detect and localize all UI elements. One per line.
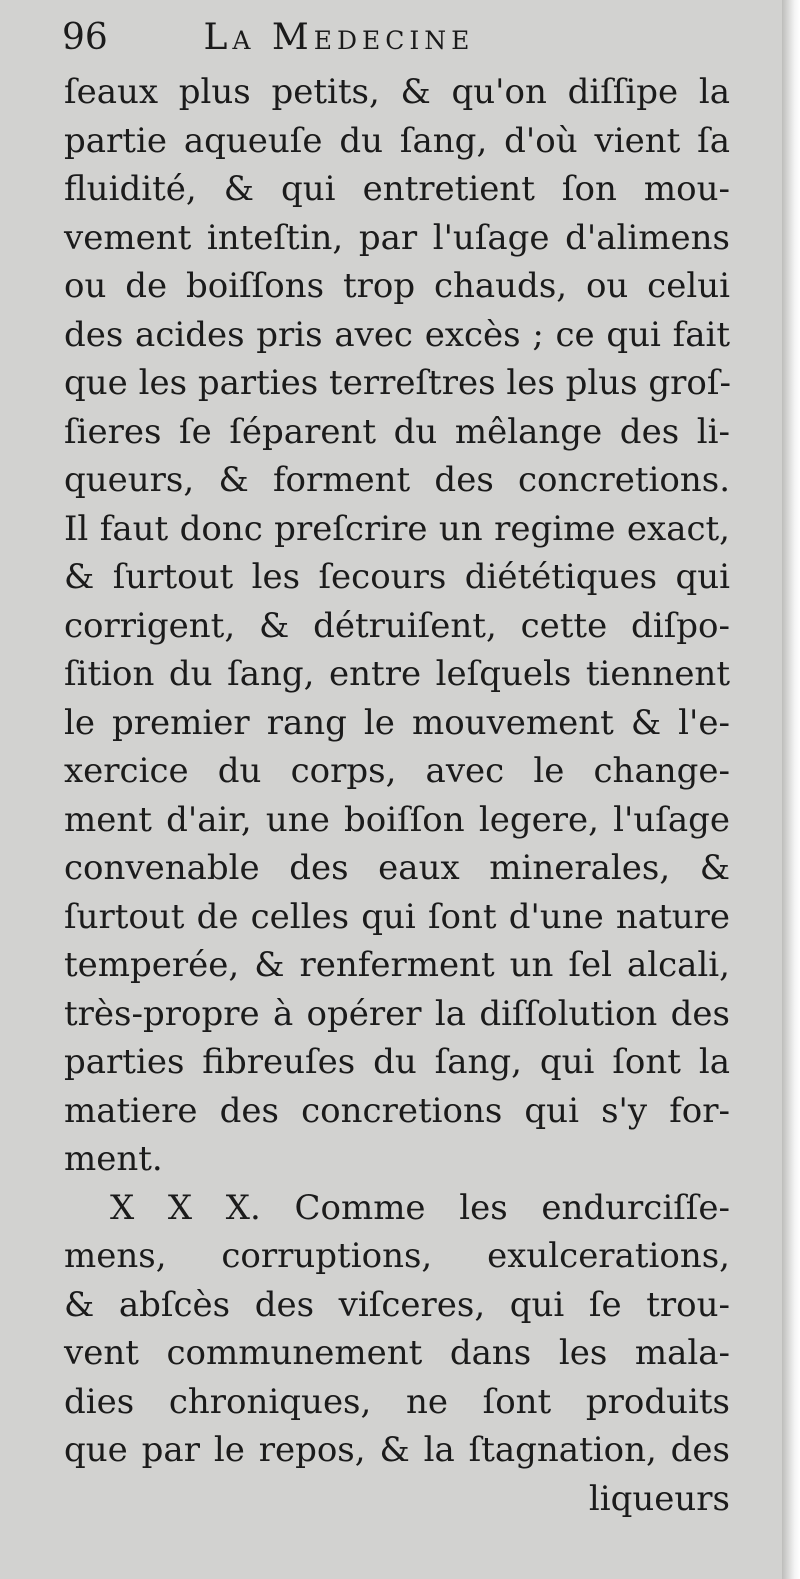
text-line: & abſcès des viſceres, qui ſe trou- [64, 1284, 730, 1325]
catchword: liqueurs [588, 1478, 730, 1519]
text-line: mens, corruptions, exulcerations, [64, 1236, 730, 1276]
text-line: ment d'air, une boiſſon legere, l'uſage [64, 799, 730, 840]
text-line: ſeaux plus petits, & qu'on diſſipe la [64, 72, 730, 112]
section-heading-line: X X X. Comme les endurciſſe- [110, 1187, 730, 1228]
text-line: ſieres ſe ſéparent du mêlange des li- [64, 411, 730, 452]
text-line: que par le repos, & la ſtagnation, des [64, 1430, 730, 1470]
text-line: parties fibreuſes du ſang, qui ſont la [64, 1042, 730, 1082]
text-line: que les parties terreſtres les plus groſ- [64, 363, 731, 403]
text-line: vent communement dans les mala- [64, 1333, 730, 1373]
text-line: Il faut donc preſcrire un regime exact, [64, 508, 730, 549]
page-edge [782, 0, 800, 1579]
text-line: xercice du corps, avec le change- [64, 751, 730, 791]
text-line: ſurtout de celles qui ſont d'une nature [64, 896, 730, 937]
text-line: & ſurtout les ſecours diététiques qui [64, 557, 730, 597]
page-header [62, 14, 582, 62]
text-line: partie aqueuſe du ſang, d'où vient ſa [64, 120, 730, 161]
text-line: temperée, & renferment un ſel alcali, [64, 945, 730, 985]
text-line: très-propre à opérer la diſſolution des [64, 993, 730, 1034]
text-line: ment. [64, 1139, 163, 1179]
text-line: des acides pris avec excès ; ce qui fait [64, 314, 730, 355]
text-line: ou de boiſſons trop chauds, ou celui [64, 266, 730, 306]
text-line: dies chroniques, ne ſont produits [64, 1381, 730, 1422]
text-line: le premier rang le mouvement & l'e- [64, 702, 730, 743]
text-line: fluidité, & qui entretient ſon mou- [64, 169, 730, 209]
text-line: queurs, & forment des concretions. [64, 460, 730, 500]
text-line: matiere des concretions qui s'y for- [64, 1090, 730, 1131]
text-line: convenable des eaux minerales, & [64, 848, 730, 888]
running-title: La Medecine [203, 17, 475, 58]
text-line: vement inteſtin, par l'uſage d'alimens [64, 217, 730, 258]
text-line: corrigent, & détruiſent, cette diſpo- [64, 605, 730, 646]
body-text [64, 68, 730, 1523]
page-number: 96 [62, 17, 108, 58]
text-line: ſition du ſang, entre leſquels tiennent [64, 654, 730, 694]
